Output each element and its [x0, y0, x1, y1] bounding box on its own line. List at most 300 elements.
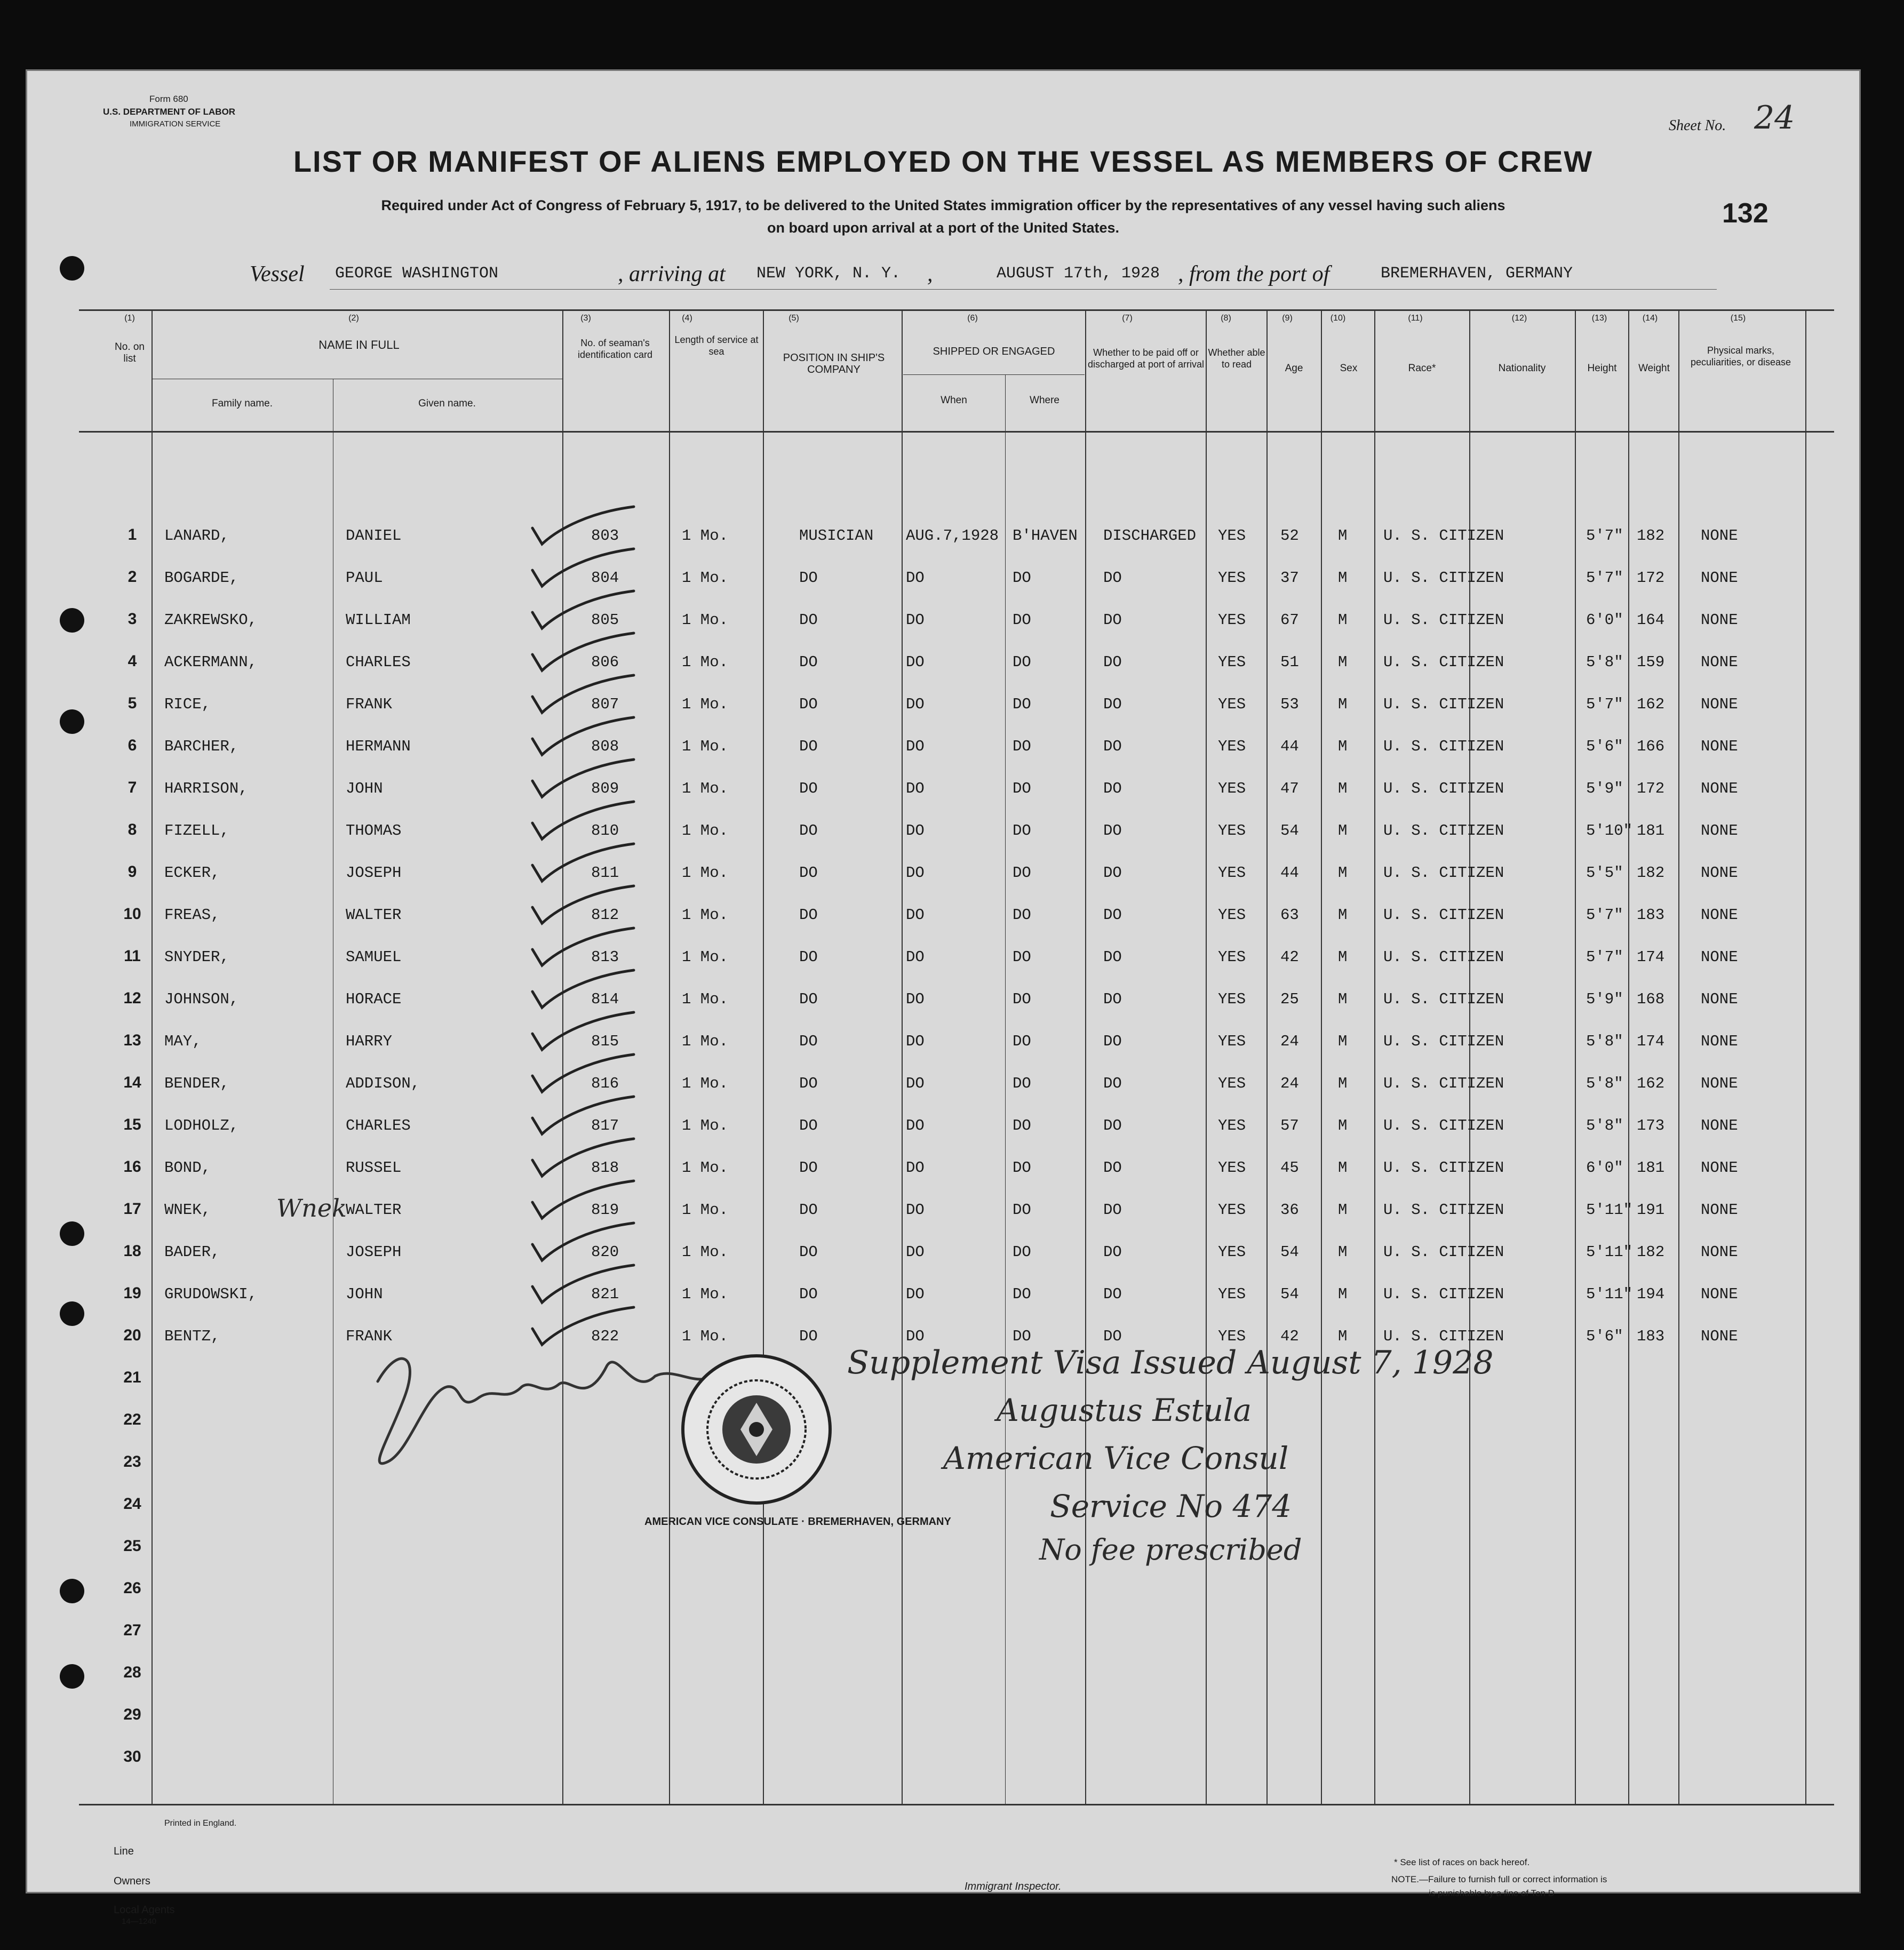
height: 6'0": [1586, 1159, 1623, 1177]
paid-off: DO: [1103, 653, 1122, 671]
family-name: BENTZ,: [164, 1328, 220, 1345]
race: U. S. CITIZEN: [1383, 1075, 1504, 1092]
manifest-sheet: [26, 69, 1861, 1926]
check-mark-icon: [527, 844, 644, 886]
visa-note-line-4: Service No 474: [1050, 1488, 1292, 1524]
header-weight: Weight: [1638, 363, 1670, 374]
id-card: 805: [591, 611, 619, 629]
weight: 168: [1637, 990, 1665, 1008]
table-row: [26, 849, 1861, 891]
header-family-name: Family name.: [211, 398, 273, 409]
length-service: 1 Mo.: [682, 611, 729, 629]
sex: M: [1338, 1328, 1348, 1345]
position: DO: [799, 864, 818, 882]
row-number: 5: [128, 694, 137, 712]
physical-marks: NONE: [1701, 906, 1738, 924]
length-service: 1 Mo.: [682, 990, 729, 1008]
age: 51: [1280, 653, 1299, 671]
vessel-name: GEORGE WASHINGTON: [335, 265, 499, 283]
race: U. S. CITIZEN: [1383, 1328, 1504, 1345]
subtitle-line-2: on board upon arrival at a port of the United States.: [767, 220, 1120, 236]
race: U. S. CITIZEN: [1383, 822, 1504, 840]
height: 5'5": [1586, 864, 1623, 882]
table-row: [26, 1270, 1861, 1312]
table-row: [26, 1018, 1861, 1059]
footer-note: NOTE.—Failure to furnish full or correct information is: [1391, 1874, 1607, 1884]
height: 5'8": [1586, 1117, 1623, 1134]
id-card: 821: [591, 1285, 619, 1303]
position: DO: [799, 990, 818, 1008]
table-bottom-rule: [79, 1804, 1834, 1805]
check-mark-icon: [527, 675, 644, 718]
shipped-when: DO: [906, 569, 925, 587]
check-mark-icon: [527, 760, 644, 802]
position: DO: [799, 1328, 818, 1345]
paid-off: DO: [1103, 1201, 1122, 1219]
given-name: RUSSEL: [346, 1159, 402, 1177]
id-card: 803: [591, 527, 619, 545]
able-read: YES: [1218, 653, 1246, 671]
position: DO: [799, 822, 818, 840]
age: 24: [1280, 1075, 1299, 1092]
age: 36: [1280, 1201, 1299, 1219]
race: U. S. CITIZEN: [1383, 906, 1504, 924]
check-mark-icon: [527, 1139, 644, 1181]
physical-marks: NONE: [1701, 1328, 1738, 1345]
row-number: 1: [128, 526, 137, 544]
family-name: LANARD,: [164, 527, 229, 545]
row-number: 29: [123, 1706, 141, 1723]
header-name-in-full: NAME IN FULL: [318, 338, 400, 351]
weight: 181: [1637, 1159, 1665, 1177]
physical-marks: NONE: [1701, 1243, 1738, 1261]
sheet-number: 24: [1754, 99, 1795, 137]
height: 5'7": [1586, 527, 1623, 545]
table-row: [26, 1102, 1861, 1144]
able-read: YES: [1218, 1243, 1246, 1261]
header-race: Race*: [1408, 363, 1436, 374]
visa-note-line-3: American Vice Consul: [943, 1440, 1289, 1476]
header-height: Height: [1587, 363, 1617, 374]
shipped-where: DO: [1013, 611, 1031, 629]
from-port-label: , from the port of: [1178, 262, 1330, 286]
given-name: PAUL: [346, 569, 383, 587]
given-name: WALTER: [346, 1201, 402, 1219]
race: U. S. CITIZEN: [1383, 653, 1504, 671]
physical-marks: NONE: [1701, 611, 1738, 629]
able-read: YES: [1218, 1075, 1246, 1092]
shipped-when: DO: [906, 611, 925, 629]
position: DO: [799, 1033, 818, 1050]
row-number: 11: [124, 947, 141, 965]
paid-off: DO: [1103, 780, 1122, 797]
col-num-8: (8): [1221, 314, 1231, 323]
family-name: RICE,: [164, 696, 211, 713]
row-number: 30: [123, 1748, 141, 1765]
header-no-on-list: No. on list: [115, 341, 145, 364]
position: DO: [799, 1243, 818, 1261]
row-number: 8: [128, 821, 137, 838]
physical-marks: NONE: [1701, 780, 1738, 797]
height: 5'7": [1586, 696, 1623, 713]
col-num-6: (6): [967, 314, 978, 323]
vessel-underline: [330, 289, 1717, 290]
weight: 164: [1637, 611, 1665, 629]
row-number: 28: [123, 1664, 141, 1681]
subtitle-line-1: Required under Act of Congress of February 5, 1917, to be delivered to the United States immigration officer by the representatives of any vessel having such aliens: [381, 197, 1505, 213]
row-number: 3: [128, 610, 137, 628]
length-service: 1 Mo.: [682, 1328, 729, 1345]
shipped-when: DO: [906, 1159, 925, 1177]
height: 5'6": [1586, 1328, 1623, 1345]
given-name: CHARLES: [346, 1117, 411, 1134]
header-bottom-rule: [79, 431, 1834, 433]
shipped-where: DO: [1013, 1159, 1031, 1177]
paid-off: DO: [1103, 1117, 1122, 1134]
able-read: YES: [1218, 1033, 1246, 1050]
shipped-when: DO: [906, 948, 925, 966]
table-row: [26, 596, 1861, 638]
paid-off: DO: [1103, 906, 1122, 924]
length-service: 1 Mo.: [682, 1243, 729, 1261]
id-card: 819: [591, 1201, 619, 1219]
shipped-where: DO: [1013, 1033, 1031, 1050]
row-number: 19: [123, 1284, 141, 1302]
sex: M: [1338, 1117, 1348, 1134]
department: U.S. DEPARTMENT OF LABOR: [103, 107, 236, 117]
able-read: YES: [1218, 611, 1246, 629]
row-number: 14: [123, 1074, 141, 1091]
row-number: 9: [128, 863, 137, 881]
separator: ,: [927, 262, 933, 286]
age: 42: [1280, 948, 1299, 966]
race: U. S. CITIZEN: [1383, 1201, 1504, 1219]
shipped-where: DO: [1013, 653, 1031, 671]
footer-agents: Local Agents: [114, 1904, 175, 1916]
age: 37: [1280, 569, 1299, 587]
check-mark-icon: [527, 717, 644, 760]
given-name: JOSEPH: [346, 1243, 402, 1261]
table-row-empty: [26, 1523, 1861, 1565]
physical-marks: NONE: [1701, 1117, 1738, 1134]
punch-hole: [60, 256, 84, 281]
age: 45: [1280, 1159, 1299, 1177]
footer-agents-no: 14—1240: [122, 1917, 157, 1926]
physical-marks: NONE: [1701, 569, 1738, 587]
shipped-when: DO: [906, 696, 925, 713]
race: U. S. CITIZEN: [1383, 990, 1504, 1008]
col-num-5: (5): [788, 314, 799, 323]
able-read: YES: [1218, 569, 1246, 587]
arriving-label: , arriving at: [618, 262, 726, 286]
weight: 174: [1637, 948, 1665, 966]
shipped-when: DO: [906, 906, 925, 924]
length-service: 1 Mo.: [682, 1033, 729, 1050]
able-read: YES: [1218, 527, 1246, 545]
race: U. S. CITIZEN: [1383, 1117, 1504, 1134]
footer-race-note: * See list of races on back hereof.: [1394, 1857, 1530, 1867]
paid-off: DO: [1103, 822, 1122, 840]
col-num-2: (2): [348, 314, 359, 323]
col-num-12: (12): [1511, 314, 1527, 323]
row-number: 20: [123, 1326, 141, 1344]
row-number: 25: [123, 1537, 141, 1555]
physical-marks: NONE: [1701, 1201, 1738, 1219]
arrival-port: NEW YORK, N. Y.: [756, 265, 901, 283]
shipped-where: DO: [1013, 1328, 1031, 1345]
race: U. S. CITIZEN: [1383, 527, 1504, 545]
paid-off: DO: [1103, 1285, 1122, 1303]
age: 44: [1280, 738, 1299, 755]
footer-inspector: Immigrant Inspector.: [965, 1881, 1062, 1892]
height: 5'6": [1586, 738, 1623, 755]
header-shipped: SHIPPED OR ENGAGED: [933, 346, 1055, 357]
shipped-where: DO: [1013, 1117, 1031, 1134]
check-mark-icon: [527, 591, 644, 634]
length-service: 1 Mo.: [682, 822, 729, 840]
printed-in: Printed in England.: [164, 1819, 237, 1828]
table-row: [26, 723, 1861, 764]
height: 5'11": [1586, 1201, 1633, 1219]
sex: M: [1338, 527, 1348, 545]
able-read: YES: [1218, 864, 1246, 882]
given-name: WILLIAM: [346, 611, 411, 629]
age: 54: [1280, 1285, 1299, 1303]
header-id-card: No. of seaman's identification card: [577, 338, 653, 360]
height: 5'10": [1586, 822, 1633, 840]
able-read: YES: [1218, 1117, 1246, 1134]
given-name: HORACE: [346, 990, 402, 1008]
height: 5'7": [1586, 569, 1623, 587]
crew-rows: [26, 512, 1861, 1803]
family-name: BOND,: [164, 1159, 211, 1177]
age: 54: [1280, 822, 1299, 840]
row-number: 26: [123, 1579, 141, 1597]
shipped-when: DO: [906, 1075, 925, 1092]
id-card: 811: [591, 864, 619, 882]
given-name: WALTER: [346, 906, 402, 924]
physical-marks: NONE: [1701, 1159, 1738, 1177]
sex: M: [1338, 653, 1348, 671]
physical-marks: NONE: [1701, 990, 1738, 1008]
physical-marks: NONE: [1701, 653, 1738, 671]
position: DO: [799, 1159, 818, 1177]
col-num-7: (7): [1122, 314, 1133, 323]
race: U. S. CITIZEN: [1383, 569, 1504, 587]
shipped-where: DO: [1013, 990, 1031, 1008]
corner-number: 132: [1722, 198, 1768, 229]
family-name: SNYDER,: [164, 948, 229, 966]
row-number: 2: [128, 568, 137, 586]
family-name: ZAKREWSKO,: [164, 611, 258, 629]
footer-note-2: is punishable by a fine of Ten D: [1429, 1888, 1555, 1898]
row-number: 12: [123, 989, 141, 1007]
age: 42: [1280, 1328, 1299, 1345]
table-row-empty: [26, 1565, 1861, 1607]
row-number: 18: [123, 1242, 141, 1260]
shipped-when: DO: [906, 653, 925, 671]
handwritten-wnek: Wnek: [276, 1194, 347, 1222]
row-number: 6: [128, 737, 137, 754]
shipped-where: DO: [1013, 696, 1031, 713]
given-name: FRANK: [346, 696, 393, 713]
sheet-label: Sheet No.: [1669, 117, 1726, 134]
id-card: 822: [591, 1328, 619, 1345]
col-num-11: (11): [1408, 314, 1423, 323]
weight: 181: [1637, 822, 1665, 840]
row-number: 16: [123, 1158, 141, 1176]
length-service: 1 Mo.: [682, 527, 729, 545]
col-num-13: (13): [1591, 314, 1607, 323]
able-read: YES: [1218, 1328, 1246, 1345]
table-row: [26, 1144, 1861, 1186]
row-number: 24: [123, 1495, 141, 1513]
position: DO: [799, 1285, 818, 1303]
sex: M: [1338, 569, 1348, 587]
position: DO: [799, 948, 818, 966]
weight: 182: [1637, 864, 1665, 882]
given-name: DANIEL: [346, 527, 402, 545]
height: 5'9": [1586, 780, 1623, 797]
weight: 162: [1637, 1075, 1665, 1092]
sex: M: [1338, 864, 1348, 882]
shipped-when: AUG.7,1928: [906, 527, 999, 545]
id-card: 809: [591, 780, 619, 797]
paid-off: DO: [1103, 1033, 1122, 1050]
paid-off: DO: [1103, 738, 1122, 755]
physical-marks: NONE: [1701, 696, 1738, 713]
race: U. S. CITIZEN: [1383, 864, 1504, 882]
table-row: [26, 681, 1861, 722]
race: U. S. CITIZEN: [1383, 1243, 1504, 1261]
physical-marks: NONE: [1701, 527, 1738, 545]
physical-marks: NONE: [1701, 864, 1738, 882]
length-service: 1 Mo.: [682, 864, 729, 882]
given-name: THOMAS: [346, 822, 402, 840]
weight: 183: [1637, 906, 1665, 924]
age: 54: [1280, 1243, 1299, 1261]
height: 5'9": [1586, 990, 1623, 1008]
header-position: POSITION IN SHIP'S COMPANY: [783, 352, 885, 375]
length-service: 1 Mo.: [682, 1159, 729, 1177]
able-read: YES: [1218, 990, 1246, 1008]
check-mark-icon: [527, 633, 644, 676]
header-when: When: [941, 395, 967, 406]
row-number: 7: [128, 779, 137, 796]
col-num-14: (14): [1642, 314, 1658, 323]
row-number: 17: [123, 1200, 141, 1218]
height: 5'11": [1586, 1243, 1633, 1261]
physical-marks: NONE: [1701, 948, 1738, 966]
sex: M: [1338, 1159, 1348, 1177]
position: DO: [799, 696, 818, 713]
id-card: 813: [591, 948, 619, 966]
col-num-10: (10): [1330, 314, 1346, 323]
shipped-where: DO: [1013, 780, 1031, 797]
length-service: 1 Mo.: [682, 780, 729, 797]
id-card: 804: [591, 569, 619, 587]
race: U. S. CITIZEN: [1383, 1285, 1504, 1303]
race: U. S. CITIZEN: [1383, 1033, 1504, 1050]
sex: M: [1338, 822, 1348, 840]
table-row: [26, 765, 1861, 806]
position: DO: [799, 569, 818, 587]
paid-off: DO: [1103, 1243, 1122, 1261]
length-service: 1 Mo.: [682, 1075, 729, 1092]
age: 52: [1280, 527, 1299, 545]
able-read: YES: [1218, 780, 1246, 797]
seal-text: AMERICAN VICE CONSULATE · BREMERHAVEN, GERMANY: [644, 1516, 951, 1528]
height: 5'7": [1586, 906, 1623, 924]
sex: M: [1338, 611, 1348, 629]
shipped-when: DO: [906, 990, 925, 1008]
given-name: HARRY: [346, 1033, 393, 1050]
id-card: 810: [591, 822, 619, 840]
height: 5'7": [1586, 948, 1623, 966]
given-name: FRANK: [346, 1328, 393, 1345]
footer-line: Line: [114, 1845, 134, 1857]
sex: M: [1338, 1033, 1348, 1050]
race: U. S. CITIZEN: [1383, 738, 1504, 755]
footer-owners: Owners: [114, 1875, 150, 1887]
family-name: ACKERMANN,: [164, 653, 258, 671]
shipped-where: DO: [1013, 906, 1031, 924]
weight: 159: [1637, 653, 1665, 671]
consulate-seal: [676, 1349, 837, 1509]
table-row-empty: [26, 1692, 1861, 1733]
shipped-when: DO: [906, 1285, 925, 1303]
id-card: 816: [591, 1075, 619, 1092]
length-service: 1 Mo.: [682, 1117, 729, 1134]
position: DO: [799, 1075, 818, 1092]
table-row: [26, 512, 1861, 554]
length-service: 1 Mo.: [682, 948, 729, 966]
check-mark-icon: [527, 1054, 644, 1097]
shipped-where: DO: [1013, 569, 1031, 587]
weight: 166: [1637, 738, 1665, 755]
arrival-date: AUGUST 17th, 1928: [997, 265, 1160, 283]
id-card: 808: [591, 738, 619, 755]
check-mark-icon: [527, 507, 644, 549]
header-sex: Sex: [1340, 363, 1358, 374]
height: 5'8": [1586, 1075, 1623, 1092]
check-mark-icon: [527, 1181, 644, 1224]
given-name: JOSEPH: [346, 864, 402, 882]
shipped-where: DO: [1013, 822, 1031, 840]
paid-off: DO: [1103, 948, 1122, 966]
paid-off: DO: [1103, 1328, 1122, 1345]
check-mark-icon: [527, 928, 644, 971]
row-number: 15: [123, 1116, 141, 1133]
table-row: [26, 1228, 1861, 1270]
paid-off: DO: [1103, 1159, 1122, 1177]
given-name: JOHN: [346, 1285, 383, 1303]
position: DO: [799, 1117, 818, 1134]
id-card: 818: [591, 1159, 619, 1177]
service: IMMIGRATION SERVICE: [130, 119, 221, 129]
header-physical: Physical marks, peculiarities, or disease: [1690, 345, 1791, 367]
position: MUSICIAN: [799, 527, 874, 545]
family-name: BADER,: [164, 1243, 220, 1261]
table-row: [26, 807, 1861, 849]
given-name: CHARLES: [346, 653, 411, 671]
sex: M: [1338, 1075, 1348, 1092]
able-read: YES: [1218, 1201, 1246, 1219]
able-read: YES: [1218, 906, 1246, 924]
shipped-when: DO: [906, 822, 925, 840]
age: 53: [1280, 696, 1299, 713]
check-mark-icon: [527, 802, 644, 844]
